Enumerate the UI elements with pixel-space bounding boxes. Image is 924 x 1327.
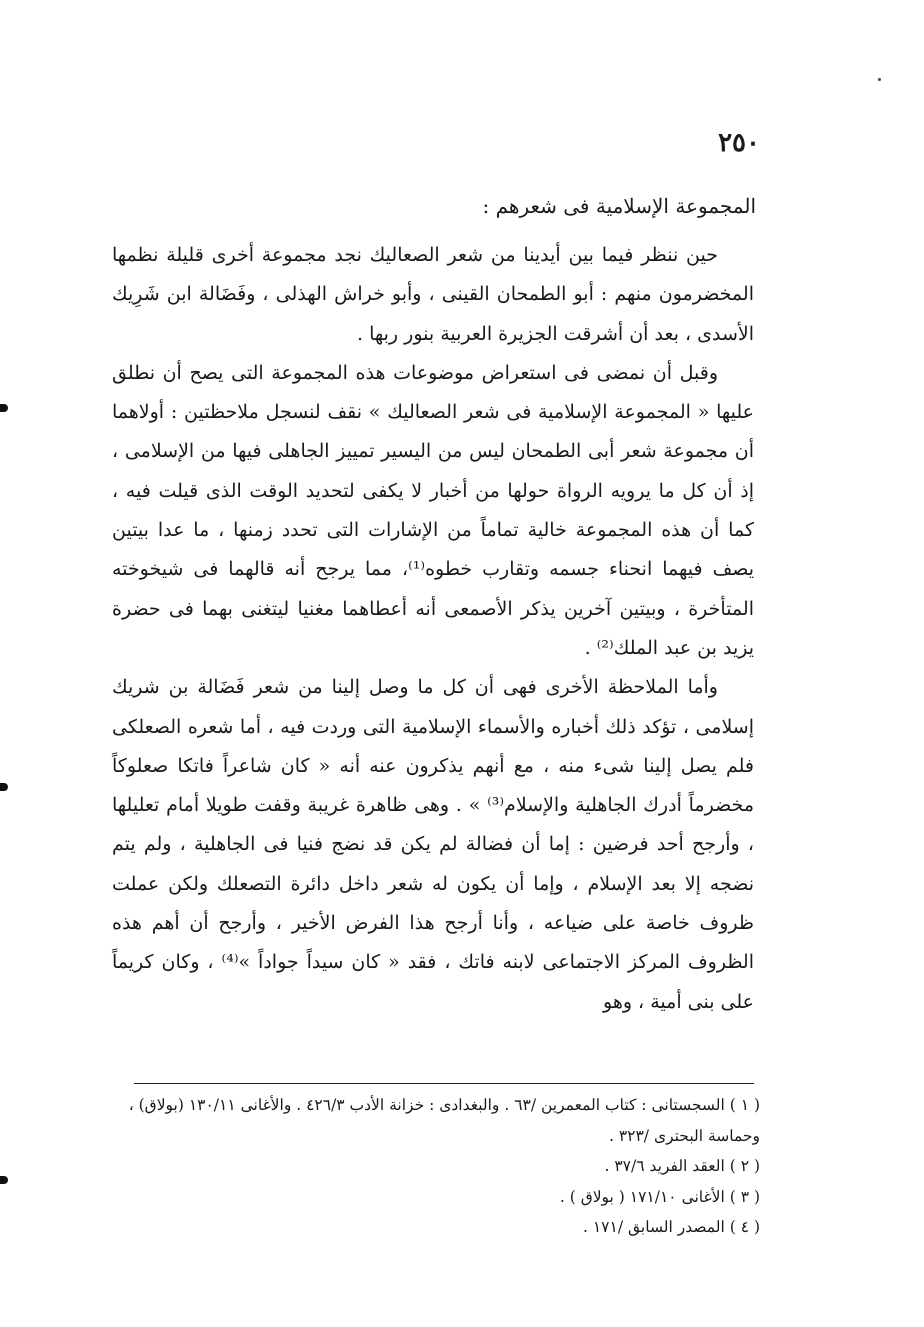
margin-mark [0, 1176, 8, 1184]
scan-speck [878, 78, 881, 81]
footnote: ( ٢ ) العقد الفريد ٣٧/٦ . [604, 1157, 760, 1175]
margin-mark [0, 404, 8, 412]
footnote: ( ٤ ) المصدر السابق /١٧١ . [582, 1218, 760, 1236]
page-number: ٢٥٠ [718, 128, 760, 158]
footnote: ( ٣ ) الأغانى ١٧١/١٠ ( بولاق ) . [559, 1187, 760, 1206]
margin-mark [0, 783, 8, 791]
section-heading: المجموعة الإسلامية فى شعرهم : [482, 194, 756, 218]
paragraph: حين ننظر فيما بين أيدينا من شعر الصعاليك نجد مجموعة أخرى قليلة نظمها المخضرمون منهم : أبو الطمحان القينى ، وأبو خراش الهذلى ، وفَضَالة ابن شَرِيك الأسدى ، بعد أن أشرقت الجزيرة العربية بنور ربها . [112, 244, 754, 345]
paragraph: وأما الملاحظة الأخرى فهى أن كل ما وصل إلينا من شعر فَضَالة بن شريك إسلامى ، تؤكد ذلك أخباره والأسماء الإسلامية التى وردت فيه ، أما شعره الصعلكى فلم يصل إلينا شىء منه ، مع أنهم يذكرون عنه أنه « كان شاعراً فاتكا صعلوكاً مخضرماً أدرك الجاهلية والإسلام⁽³⁾ » . وهى ظاهرة غريبة وقفت طويلا أمام تعليلها ، وأرجح أحد فرضين : إما أن فضالة لم يكن قد نضج فنيا فى الجاهلية ، ولم يتم نضجه إلا بعد الإسلام ، وإما أن يكون له شعر داخل دائرة التصعلك ولكن عملت ظروف خاصة على ضياعه ، وأنا أرجح هذا الفرض الأخير ، وأرجح أن أهم هذه الظروف المركز الاجتماعى لابنه فاتك ، فقد « كان سيداً جواداً »⁽⁴⁾ ، وكان كريماً على بنى أمية ، وهو [112, 676, 754, 1013]
footnote-divider [134, 1083, 754, 1084]
footnotes [110, 1090, 760, 1243]
body-text [112, 236, 754, 1022]
paragraph: وقبل أن نمضى فى استعراض موضوعات هذه المجموعة التى يصح أن نطلق عليها « المجموعة الإسلامية فى شعر الصعاليك » نقف لنسجل ملاحظتين : أولاهما أن مجموعة شعر أبى الطمحان ليس من اليسير تمييز الجاهلى فيها من الإسلامى ، إذ أن كل ما يرويه الرواة حولها من أخبار لا يكفى لتحديد الوقت الذى قيلت فيه ، كما أن هذه المجموعة خالية تماماً من الإشارات التى تحدد زمنها ، ما عدا بيتين يصف فيهما انحناء جسمه وتقارب خطوه⁽¹⁾، مما يرجح أنه قالهما فى شيخوخته المتأخرة ، وبيتين آخرين يذكر الأصمعى أنه أعطاهما مغنيا ليتغنى بهما فى حضرة يزيد بن عبد الملك⁽²⁾ . [112, 361, 755, 659]
footnote: ( ١ ) السجستانى : كتاب المعمرين /٦٣ . والبغدادى : خزانة الأدب ٤٢٦/٣ . والأغانى ١٣٠/١١ (بولاق) ، وحماسة البحترى /٣٢٣ . [128, 1096, 760, 1145]
